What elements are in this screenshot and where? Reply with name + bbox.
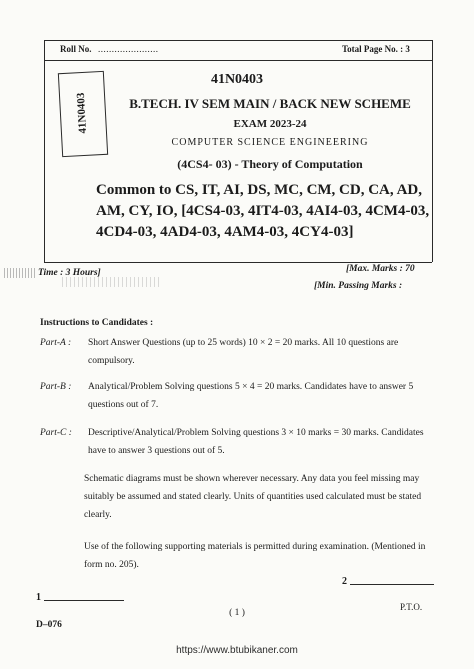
part-b-label: Part-B : <box>40 382 72 392</box>
exam-session: EXAM 2023-24 <box>233 118 307 130</box>
doc-code: D–076 <box>36 620 62 630</box>
signature-right-number: 2 <box>342 576 347 587</box>
signature-left-number: 1 <box>36 592 41 603</box>
scan-noise-2 <box>62 277 162 287</box>
part-b-text: Analytical/Problem Solving questions 5 × 4 = 20 marks. Candidates have to answer 5 questions out of 7. <box>88 382 414 410</box>
branch-name: COMPUTER SCIENCE ENGINEERING <box>171 137 369 148</box>
min-passing-marks: [Min. Passing Marks : <box>314 281 403 291</box>
exam-title: B.TECH. IV SEM MAIN / BACK NEW SCHEME <box>129 96 411 111</box>
total-pages: Total Page No. : 3 <box>342 44 410 54</box>
note-schematic: Schematic diagrams must be shown wherever necessary. Any data you feel missing may suitably be assumed and stated clearly. Units of quantities used calculated must be stated clearly. <box>84 474 422 520</box>
time-allowed: Time : 3 Hours] <box>38 268 101 278</box>
pto-label: P.T.O. <box>400 602 423 612</box>
max-marks: [Max. Marks : 70 <box>346 264 415 274</box>
part-c-label: Part-C : <box>40 428 72 438</box>
roll-no-label: Roll No. <box>60 44 92 54</box>
side-code: 41N0403 <box>74 92 90 134</box>
part-c-text: Descriptive/Analytical/Problem Solving questions 3 × 10 marks = 30 marks. Candidates have to answer 3 questions out of 5. <box>88 428 424 456</box>
border-bottom <box>44 262 432 263</box>
part-a-text: Short Answer Questions (up to 25 words) 10 × 2 = 20 marks. All 10 questions are compulsory. <box>88 338 399 366</box>
note-materials: Use of the following supporting materials is permitted during examination. (Mentioned in form no. 205). <box>84 542 426 570</box>
header-divider <box>44 60 432 61</box>
signature-right-line <box>350 584 434 585</box>
roll-no-field: ...................... <box>98 44 159 54</box>
footer-url: https://www.btubikaner.com <box>176 645 298 656</box>
subject-name: (4CS4- 03) - Theory of Computation <box>177 157 363 171</box>
signature-left-line <box>44 600 124 601</box>
scan-noise <box>4 268 36 278</box>
border-top <box>44 40 432 41</box>
page-number: ( 1 ) <box>229 608 245 618</box>
instructions-heading: Instructions to Candidates : <box>40 318 154 328</box>
part-a-label: Part-A : <box>40 338 72 348</box>
common-to-list: Common to CS, IT, AI, DS, MC, CM, CD, CA, AD, AM, CY, IO, [4CS4-03, 4IT4-03, 4AI4-03, 4CM4-03, 4CD4-03, 4AD4-03, 4AM4-03, 4CY4-03] <box>96 182 430 240</box>
paper-code: 41N0403 <box>210 72 264 87</box>
